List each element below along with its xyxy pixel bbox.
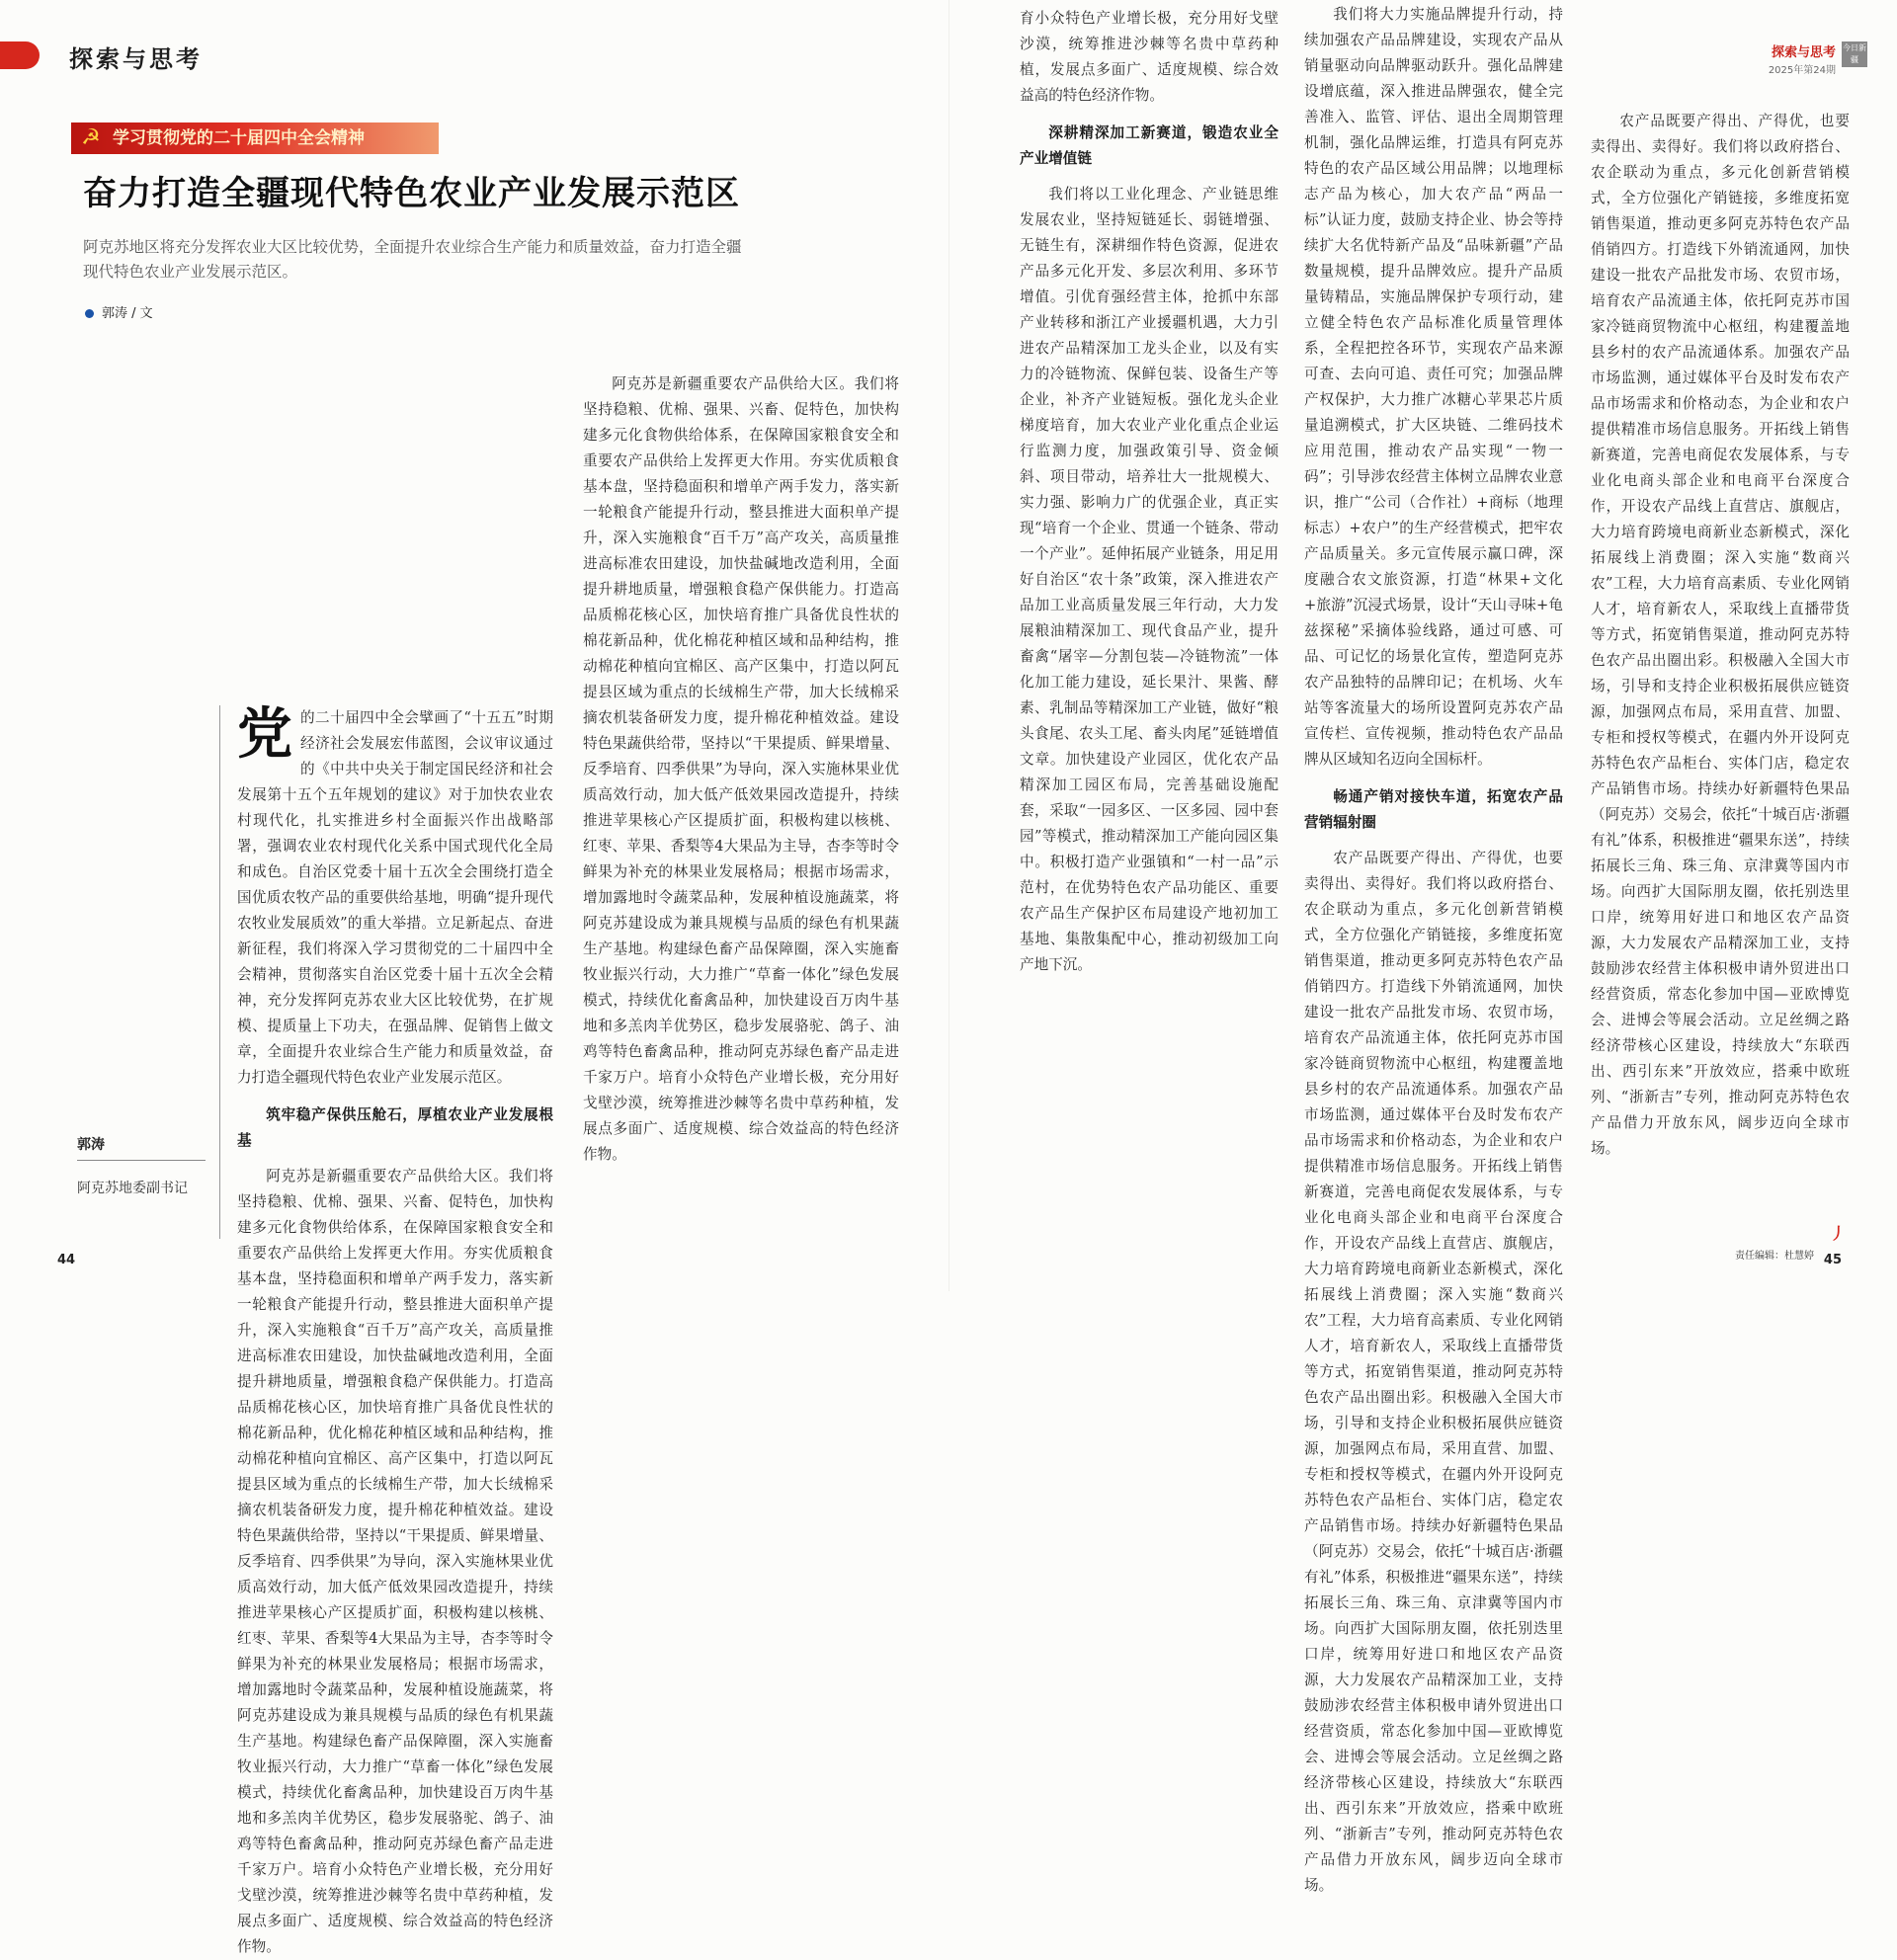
section-tab-marker bbox=[0, 41, 40, 69]
subheading-2: 深耕精深加工新赛道，锻造农业全产业增值链 bbox=[1020, 124, 1278, 167]
column-2 bbox=[583, 375, 899, 1244]
theme-banner bbox=[71, 122, 439, 154]
page-gutter bbox=[948, 0, 949, 1291]
banner-text: 学习贯彻党的二十届四中全会精神 bbox=[113, 128, 365, 148]
author-divider bbox=[77, 1160, 206, 1161]
section-title-right: 探索与思考 bbox=[1771, 45, 1836, 60]
paragraph-intro: 的二十届四中全会擘画了“十五五”时期经济社会发展宏伟蓝图，会议审议通过的《中共中央关于制定国民经济和社会发展第十五个五年规划的建议》对于加快农业农村现代化，扎实推进乡村全面振兴作出战略部署，强调农业农村现代化关系中国式现代化全局和成色。自治区党委十届十五次全会围绕打造全国优质农牧产品的重要供给基地，明确“提升现代农牧业发展质效”的重大举措。立足新起点、奋进新征程，我们将深入学习贯彻党的二十届四中全会精神，贯彻落实自治区党委十届十五次全会精神，充分发挥阿克苏农业大区比较优势，在扩规模、提质量上下功夫，在强品牌、促销售上做文章，全面提升农业综合生产能力和质量效益，奋力打造全疆现代特色农业产业发展示范区。 bbox=[237, 709, 553, 1086]
author-title: 阿克苏地委副书记 bbox=[77, 1181, 188, 1196]
issue-label: 2025年第24期 bbox=[1768, 65, 1836, 76]
paragraph-section-2: 我们将以工业化理念、产业链思维发展农业，坚持短链延长、弱链增强、无链生有，深耕细作特色资源，促进农产品多元化开发、多层次利用、多环节增值。引优育强经营主体，抢抓中东部产业转移和浙江产业援疆机遇，大力引进农产品精深加工龙头企业，以及有实力的冷链物流、保鲜包装、设备生产等企业，补齐产业链短板。强化龙头企业梯度培育，加大农业产业化重点企业运行监测力度，加强政策引导、资金倾斜、项目带动，培养壮大一批规模大、实力强、影响力广的优强企业，真正实现“培育一个企业、贯通一个链条、带动一个产业”。延伸拓展产业链条，用足用好自治区“农十条”政策，深入推进农产品加工业高质量发展三年行动，大力发展粮油精深加工、现代食品产业，提升畜禽“屠宰—分割包装—冷链物流”一体化加工能力建设，延长果汁、果酱、酵素、乳制品等精深加工产业链，做好“粮头食尾、农头工尾、畜头肉尾”延链增值文章。加快建设产业园区，优化农产品精深加工园区布局，完善基础设施配套，采取“一园多区、一区多园、园中套园”等模式，推动精深加工产能向园区集中。积极打造产业强镇和“一村一品”示范村，在优势特色农产品功能区、重要农产品生产保护区布局建设产地初加工基地、集散集配中心，推动初级加工向产地下沉。 bbox=[1020, 186, 1278, 973]
magazine-logo: 今日新疆 bbox=[1842, 41, 1867, 67]
page-number-right: 45 bbox=[1823, 1253, 1842, 1267]
running-header-right bbox=[1769, 41, 1836, 76]
column-5 bbox=[1591, 113, 1850, 1244]
paragraph-section-4-continued: 农产品既要产得出、产得优，也要卖得出、卖得好。我们将以政府搭台、农企联动为重点，多元化创新营销模式，全方位强化产销链接，多维度拓宽销售渠道，推动更多阿克苏特色农产品俏销四方。打造线下外销流通网，加快建设一批农产品批发市场、农贸市场，培育农产品流通主体，依托阿克苏市国家冷链商贸物流中心枢纽，构建覆盖地县乡村的农产品流通体系。加强农产品市场监测，通过媒体平台及时发布农产品市场需求和价格动态，为企业和农户提供精准市场信息服务。开拓线上销售新赛道，完善电商促农发展体系，与专业化电商头部企业和电商平台深度合作，开设农产品线上直营店、旗舰店，大力培育跨境电商新业态新模式，深化拓展线上消费圈；深入实施“数商兴农”工程，大力培育高素质、专业化网销人才，培育新农人，采取线上直播带货等方式，拓宽销售渠道，推动阿克苏特色农产品出圈出彩。积极融入全国大市场，引导和支持企业积极拓展供应链资源，加强网点布局，采用直营、加盟、专柜和授权等模式，在疆内外开设阿克苏特色农产品柜台、实体门店，稳定农产品销售市场。持续办好新疆特色果品（阿克苏）交易会，依托“十城百店·浙疆有礼”体系，积极推进“疆果东送”，持续拓展长三角、珠三角、京津冀等国内市场。向西扩大国际朋友圈，依托别迭里口岸，统筹用好进口和地区农产品资源，大力发展农产品精深加工业，支持鼓励涉农经营主体积极申请外贸进出口经营资质，常态化参加中国—亚欧博览会、进博会等展会活动。立足丝绸之路经济带核心区建设，持续放大“东联西出、西引东来”开放效应，搭乘中欧班列、“浙新吉”专列，推动阿克苏特色农产品借力开放东风，阔步迈向全球市场。 bbox=[1591, 113, 1850, 1157]
responsible-editor: 责任编辑：杜慧婷 bbox=[1735, 1251, 1814, 1262]
column-4 bbox=[1304, 6, 1563, 1894]
column-3 bbox=[1020, 10, 1278, 1244]
paragraph-section-1-continued: 阿克苏是新疆重要农产品供给大区。我们将坚持稳粮、优棉、强果、兴畜、促特色，加快构建多元化食物供给体系，在保障国家粮食安全和重要农产品供给上发挥更大作用。夯实优质粮食基本盘，坚持稳面积和增单产两手发力，落实新一轮粮食产能提升行动，整县推进大面积单产提升，深入实施粮食“百千万”高产攻关，高质量推进高标准农田建设，加快盐碱地改造利用，全面提升耕地质量，增强粮食稳产保供能力。打造高品质棉花核心区，加快培育推广具备优良性状的棉花新品种，优化棉花种植区域和品种结构，推动棉花种植向宜棉区、高产区集中，打造以阿瓦提县区域为重点的长绒棉生产带，加大长绒棉采摘农机装备研发力度，提升棉花种植效益。建设特色果蔬供给带，坚持以“干果提质、鲜果增量、反季培育、四季供果”为导向，深入实施林果业优质高效行动，加大低产低效果园改造提升，持续推进苹果核心产区提质扩面，积极构建以核桃、红枣、苹果、香梨等4大果品为主导，杏李等时令鲜果为补充的林果业发展格局；根据市场需求，增加露地时令蔬菜品种，发展种植设施蔬菜，将阿克苏建设成为兼具规模与品质的绿色有机果蔬生产基地。构建绿色畜产品保障圈，深入实施畜牧业振兴行动，大力推广“草畜一体化”绿色发展模式，持续优化畜禽品种，加快建设百万肉牛基地和多羔肉羊优势区，稳步发展骆驼、鸽子、油鸡等特色畜禽品种，推动阿克苏绿色畜产品走进千家万户。培育小众特色产业增长极，充分用好戈壁沙漠，统筹推进沙棘等名贵中草药种植，发展点多面广、适度规模、综合效益高的特色经济作物。 bbox=[583, 375, 899, 1163]
drop-cap: 党 bbox=[237, 702, 292, 767]
subheading-4: 畅通产销对接快车道，拓宽农产品营销辐射圈 bbox=[1304, 788, 1563, 831]
section-title-left: 探索与思考 bbox=[69, 45, 203, 73]
byline bbox=[85, 302, 153, 321]
byline-text: 郭涛 / 文 bbox=[102, 306, 153, 321]
page-number-left: 44 bbox=[57, 1253, 76, 1267]
paragraph-section-1: 阿克苏是新疆重要农产品供给大区。我们将坚持稳粮、优棉、强果、兴畜、促特色，加快构建多元化食物供给体系，在保障国家粮食安全和重要农产品供给上发挥更大作用。夯实优质粮食基本盘，坚持稳面积和增单产两手发力，落实新一轮粮食产能提升行动，整县推进大面积单产提升，深入实施粮食“百千万”高产攻关，高质量推进高标准农田建设，加快盐碱地改造利用，全面提升耕地质量，增强粮食稳产保供能力。打造高品质棉花核心区，加快培育推广具备优良性状的棉花新品种，优化棉花种植区域和品种结构，推动棉花种植向宜棉区、高产区集中，打造以阿瓦提县区域为重点的长绒棉生产带，加大长绒棉采摘农机装备研发力度，提升棉花种植效益。建设特色果蔬供给带，坚持以“干果提质、鲜果增量、反季培育、四季供果”为导向，深入实施林果业优质高效行动，加大低产低效果园改造提升，持续推进苹果核心产区提质扩面，积极构建以核桃、红枣、苹果、香梨等4大果品为主导，杏李等时令鲜果为补充的林果业发展格局；根据市场需求，增加露地时令蔬菜品种，发展种植设施蔬菜，将阿克苏建设成为兼具规模与品质的绿色有机果蔬生产基地。构建绿色畜产品保障圈，深入实施畜牧业振兴行动，大力推广“草畜一体化”绿色发展模式，持续优化畜禽品种，加快建设百万肉牛基地和多羔肉羊优势区，稳步发展骆驼、鸽子、油鸡等特色畜禽品种，推动阿克苏绿色畜产品走进千家万户。培育小众特色产业增长极，充分用好戈壁沙漠，统筹推进沙棘等名贵中草药种植，发展点多面广、适度规模、综合效益高的特色经济作物。 bbox=[237, 1168, 553, 1955]
author-name: 郭涛 bbox=[77, 1137, 105, 1153]
paragraph-section-4: 农产品既要产得出、产得优，也要卖得出、卖得好。我们将以政府搭台、农企联动为重点，多元化创新营销模式，全方位强化产销链接，多维度拓宽销售渠道，推动更多阿克苏特色农产品俏销四方。打造线下外销流通网，加快建设一批农产品批发市场、农贸市场，培育农产品流通主体，依托阿克苏市国家冷链商贸物流中心枢纽，构建覆盖地县乡村的农产品流通体系。加强农产品市场监测，通过媒体平台及时发布农产品市场需求和价格动态，为企业和农户提供精准市场信息服务。开拓线上销售新赛道，完善电商促农发展体系，与专业化电商头部企业和电商平台深度合作，开设农产品线上直营店、旗舰店，大力培育跨境电商新业态新模式，深化拓展线上消费圈；深入实施“数商兴农”工程，大力培育高素质、专业化网销人才，培育新农人，采取线上直播带货等方式，拓宽销售渠道，推动阿克苏特色农产品出圈出彩。积极融入全国大市场，引导和支持企业积极拓展供应链资源，加强网点布局，采用直营、加盟、专柜和授权等模式，在疆内外开设阿克苏特色农产品柜台、实体门店，稳定农产品销售市场。持续办好新疆特色果品（阿克苏）交易会，依托“十城百店·浙疆有礼”体系，积极推进“疆果东送”，持续拓展长三角、珠三角、京津冀等国内市场。向西扩大国际朋友圈，依托别迭里口岸，统筹用好进口和地区农产品资源，大力发展农产品精深加工业，支持鼓励涉农经营主体积极申请外贸进出口经营资质，常态化参加中国—亚欧博览会、进博会等展会活动。立足丝绸之路经济带核心区建设，持续放大“东联西出、西引东来”开放效应，搭乘中欧班列、“浙新吉”专列，推动阿克苏特色农产品借力开放东风，阔步迈向全球市场。 bbox=[1304, 850, 1563, 1894]
paragraph-section-1-tail: 育小众特色产业增长极，充分用好戈壁沙漠，统筹推进沙棘等名贵中草药种植，发展点多面广、适度规模、综合效益高的特色经济作物。 bbox=[1020, 10, 1278, 104]
article-title: 奋力打造全疆现代特色农业产业发展示范区 bbox=[83, 174, 740, 213]
paragraph-section-3: 我们将大力实施品牌提升行动，持续加强农产品品牌建设，实现农产品从销量驱动向品牌驱动跃升。强化品牌建设增底蕴，深入推进品牌强农，健全完善准入、监管、评估、退出全周期管理机制，强化品牌运维，打造具有阿克苏特色的农产品区域公用品牌；以地理标志产品为核心，加大农产品“两品一标”认证力度，鼓励支持企业、协会等持续扩大名优特新产品及“品味新疆”产品数量规模，提升品牌效应。提升产品质量铸精品，实施品牌保护专项行动，建立健全特色农产品标准化质量管理体系，全程把控各环节，实现农产品来源可查、去向可追、责任可究；加强品牌产权保护，大力推广冰糖心苹果芯片质量追溯模式，扩大区块链、二维码技术应用范围，推动农产品实现“一物一码”；引导涉农经营主体树立品牌农业意识，推广“公司（合作社）+商标（地理标志）+农户”的生产经营模式，把牢农产品质量关。多元宣传展示赢口碑，深度融合农文旅资源，打造“林果+文化+旅游”沉浸式场景，设计“天山寻味+龟兹探秘”采摘体验线路，通过可感、可品、可记忆的场景化宣传，塑造阿克苏农产品独特的品牌印记；在机场、火车站等客流量大的场所设置阿克苏农产品宣传栏、宣传视频，推动特色农产品品牌从区域知名迈向全国标杆。 bbox=[1304, 6, 1563, 768]
article-lead: 阿克苏地区将充分发挥农业大区比较优势，全面提升农业综合生产能力和质量效益，奋力打造全疆现代特色农业产业发展示范区。 bbox=[83, 238, 742, 281]
byline-dot-icon bbox=[85, 309, 94, 318]
party-emblem-icon: ☭ bbox=[81, 125, 101, 150]
margin-divider bbox=[219, 705, 220, 1239]
end-mark-icon: 丿 bbox=[1830, 1224, 1847, 1243]
column-1 bbox=[237, 702, 553, 1955]
subheading-1: 筑牢稳产保供压舱石，厚植农业产业发展根基 bbox=[237, 1106, 553, 1149]
